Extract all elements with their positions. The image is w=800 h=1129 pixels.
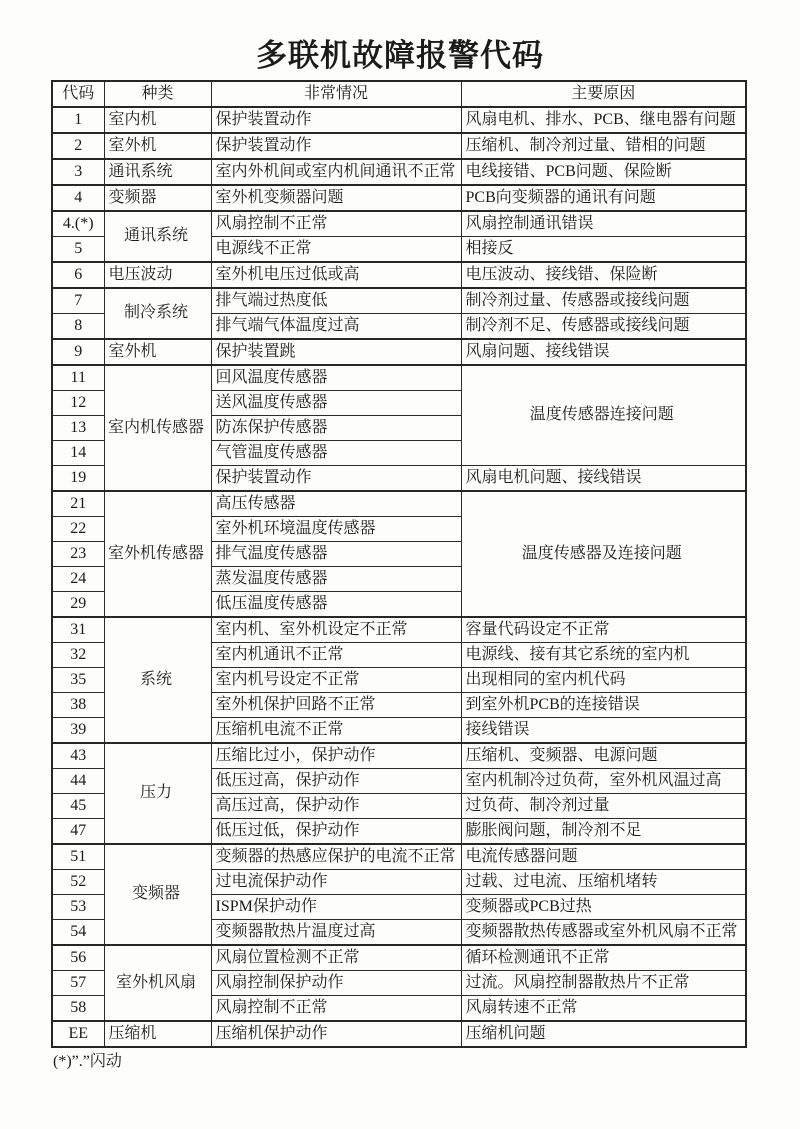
condition-cell: 室内机通讯不正常 [211,642,461,667]
condition-cell: 排气温度传感器 [211,541,461,566]
table-row [52,185,746,211]
reason-cell: 过流。风扇控制器散热片不正常 [461,970,746,995]
code-cell: 54 [52,919,104,945]
fault-table [51,80,747,1048]
reason-cell: 电源线、接有其它系统的室内机 [461,642,746,667]
code-cell: 35 [52,667,104,692]
category-cell: 室外机风扇 [104,945,211,1021]
table-body [52,107,746,1047]
table-row [52,617,746,643]
table-row [52,211,746,237]
condition-cell: 蒸发温度传感器 [211,566,461,591]
category-cell: 变频器 [104,185,211,211]
column-header-reason-cell: 主要原因 [461,81,746,107]
condition-cell: 室外机电压过低或高 [211,262,461,288]
code-cell: 22 [52,516,104,541]
condition-cell: 排气端气体温度过高 [211,313,461,339]
reason-cell: 变频器散热传感器或室外机风扇不正常 [461,919,746,945]
code-cell: 4.(*) [52,211,104,237]
condition-cell: 低压过高，保护动作 [211,768,461,793]
condition-cell: 过电流保护动作 [211,869,461,894]
reason-cell: 风扇转速不正常 [461,995,746,1021]
condition-cell: 室外机环境温度传感器 [211,516,461,541]
category-cell: 室外机传感器 [104,491,211,617]
column-header-code-cell: 代码 [52,81,104,107]
condition-cell: 压缩机保护动作 [211,1021,461,1047]
reason-cell: 循环检测通讯不正常 [461,945,746,971]
reason-cell: 变频器或PCB过热 [461,894,746,919]
code-cell: 56 [52,945,104,971]
condition-cell: 室外机变频器问题 [211,185,461,211]
reason-cell: 风扇电机问题、接线错误 [461,465,746,491]
code-cell: 52 [52,869,104,894]
condition-cell: 室外机保护回路不正常 [211,692,461,717]
code-cell: 19 [52,465,104,491]
reason-cell: 室内机制冷过负荷，室外机风温过高 [461,768,746,793]
condition-cell: 回风温度传感器 [211,365,461,391]
code-cell: 7 [52,288,104,314]
reason-cell: 温度传感器连接问题 [461,365,746,466]
code-cell: 12 [52,390,104,415]
code-cell: 43 [52,743,104,769]
category-cell: 系统 [104,617,211,743]
category-cell: 室内机 [104,107,211,133]
reason-cell: 风扇控制通讯错误 [461,211,746,237]
condition-cell: 低压温度传感器 [211,591,461,617]
condition-cell: 保护装置跳 [211,339,461,365]
category-cell: 通讯系统 [104,159,211,185]
code-cell: 47 [52,818,104,844]
condition-cell: ISPM保护动作 [211,894,461,919]
code-cell: 1 [52,107,104,133]
condition-cell: 低压过低，保护动作 [211,818,461,844]
footnote: (*)”.”闪动 [53,1052,122,1070]
reason-cell: 压缩机、制冷剂过量、错相的问题 [461,133,746,159]
reason-cell: 制冷剂不足、传感器或接线问题 [461,313,746,339]
category-cell: 室内机传感器 [104,365,211,491]
page-title: 多联机故障报警代码 [256,38,544,73]
reason-cell: PCB向变频器的通讯有问题 [461,185,746,211]
condition-cell: 压缩机电流不正常 [211,717,461,743]
condition-cell: 高压传感器 [211,491,461,517]
condition-cell: 排气端过热度低 [211,288,461,314]
table-row [52,107,746,133]
reason-cell: 接线错误 [461,717,746,743]
condition-cell: 保护装置动作 [211,465,461,491]
condition-cell: 气管温度传感器 [211,440,461,465]
table-row [52,133,746,159]
reason-cell: 过负荷、制冷剂过量 [461,793,746,818]
condition-cell: 变频器散热片温度过高 [211,919,461,945]
code-cell: 21 [52,491,104,517]
condition-cell: 风扇控制保护动作 [211,970,461,995]
condition-cell: 室内机号设定不正常 [211,667,461,692]
code-cell: 3 [52,159,104,185]
reason-cell: 出现相同的室内机代码 [461,667,746,692]
reason-cell: 制冷剂过量、传感器或接线问题 [461,288,746,314]
category-cell: 室外机 [104,339,211,365]
code-cell: 2 [52,133,104,159]
code-cell: 51 [52,844,104,870]
category-cell: 通讯系统 [104,211,211,262]
condition-cell: 防冻保护传感器 [211,415,461,440]
code-cell: 29 [52,591,104,617]
code-cell: 24 [52,566,104,591]
condition-cell: 变频器的热感应保护的电流不正常 [211,844,461,870]
code-cell: 32 [52,642,104,667]
reason-cell: 容量代码设定不正常 [461,617,746,643]
condition-cell: 电源线不正常 [211,236,461,262]
code-cell: 11 [52,365,104,391]
category-cell: 压缩机 [104,1021,211,1047]
code-cell: 38 [52,692,104,717]
code-cell: 5 [52,236,104,262]
reason-cell: 电线接错、PCB问题、保险断 [461,159,746,185]
reason-cell: 膨胀阀问题，制冷剂不足 [461,818,746,844]
column-header-condition-cell: 非常情况 [211,81,461,107]
code-cell: 13 [52,415,104,440]
table-row [52,1021,746,1047]
reason-cell: 电压波动、接线错、保险断 [461,262,746,288]
reason-cell: 压缩机、变频器、电源问题 [461,743,746,769]
condition-cell: 室内外机间或室内机间通讯不正常 [211,159,461,185]
code-cell: 4 [52,185,104,211]
condition-cell: 室内机、室外机设定不正常 [211,617,461,643]
reason-cell: 相接反 [461,236,746,262]
condition-cell: 保护装置动作 [211,107,461,133]
code-cell: 23 [52,541,104,566]
table-row [52,339,746,365]
table-row [52,945,746,971]
reason-cell: 电流传感器问题 [461,844,746,870]
code-cell: 39 [52,717,104,743]
condition-cell: 高压过高，保护动作 [211,793,461,818]
reason-cell: 过载、过电流、压缩机堵转 [461,869,746,894]
condition-cell: 风扇控制不正常 [211,995,461,1021]
condition-cell: 风扇位置检测不正常 [211,945,461,971]
category-cell: 电压波动 [104,262,211,288]
category-cell: 变频器 [104,844,211,945]
table-row [52,159,746,185]
code-cell: 8 [52,313,104,339]
table-row [52,743,746,769]
code-cell: 31 [52,617,104,643]
code-cell: 44 [52,768,104,793]
category-cell: 压力 [104,743,211,844]
code-cell: 9 [52,339,104,365]
column-header-category-cell: 种类 [104,81,211,107]
table-row [52,844,746,870]
code-cell: 45 [52,793,104,818]
condition-cell: 压缩比过小，保护动作 [211,743,461,769]
condition-cell: 保护装置动作 [211,133,461,159]
table-row [52,491,746,517]
code-cell: EE [52,1021,104,1047]
table-row [52,288,746,314]
code-cell: 14 [52,440,104,465]
reason-cell: 风扇问题、接线错误 [461,339,746,365]
reason-cell: 压缩机问题 [461,1021,746,1047]
category-cell: 室外机 [104,133,211,159]
reason-cell: 风扇电机、排水、PCB、继电器有问题 [461,107,746,133]
table-row [52,262,746,288]
code-cell: 57 [52,970,104,995]
condition-cell: 风扇控制不正常 [211,211,461,237]
reason-cell: 温度传感器及连接问题 [461,491,746,617]
reason-cell: 到室外机PCB的连接错误 [461,692,746,717]
code-cell: 53 [52,894,104,919]
table-row [52,365,746,391]
category-cell: 制冷系统 [104,288,211,339]
code-cell: 6 [52,262,104,288]
condition-cell: 送风温度传感器 [211,390,461,415]
table-header-row [52,81,746,107]
code-cell: 58 [52,995,104,1021]
